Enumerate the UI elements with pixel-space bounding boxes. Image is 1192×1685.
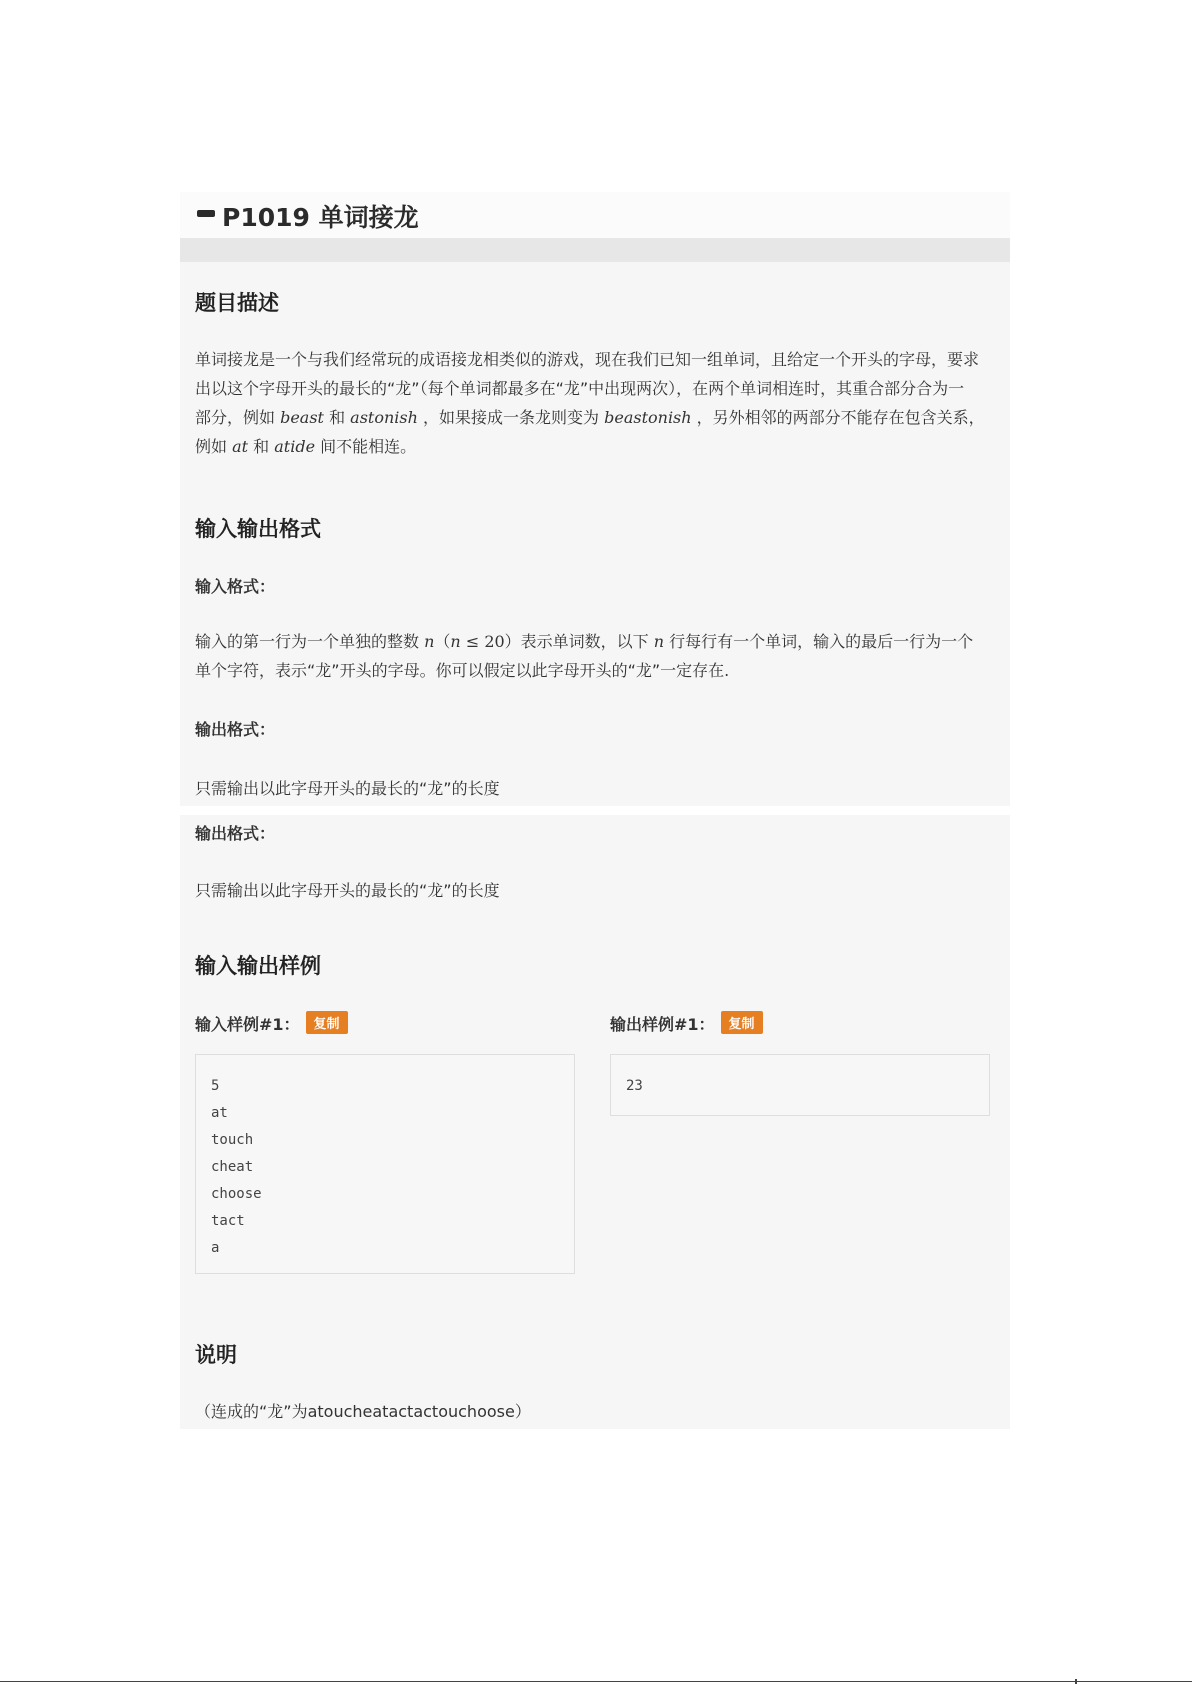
notes-heading: 说明 [195,1343,237,1367]
text-fragment: 间不能相连。 [315,437,417,456]
text-fragment: 例如 [195,437,233,456]
description-line-4 [195,434,416,457]
description-line-1: 单词接龙是一个与我们经常玩的成语接龙相类似的游戏，现在我们已知一组单词，且给定一个开头的字母，要求 [195,350,980,369]
math-word-atide: atide [274,437,316,456]
sample-input-label-row [195,1011,348,1035]
problem-panel-bottom [180,815,1010,1429]
input-format-line-2: 单个字符，表示“龙”开头的字母。你可以假定以此字母开头的“龙”一定存在. [195,661,730,680]
notes-text: （连成的“龙”为atoucheatactactouchoose） [195,1402,531,1421]
text-fragment: 部分，例如 [195,408,281,427]
code-line: tact [211,1213,245,1229]
code-line: cheat [211,1159,254,1175]
code-line: touch [211,1132,254,1148]
code-line: 5 [211,1078,220,1094]
code-line: a [211,1240,220,1256]
description-line-2: 出以这个字母开头的最长的“龙”（每个单词都最多在“龙”中出现两次），在两个单词相连时，其重合部分合为一 [195,379,965,398]
text-fragment: 行每行有一个单词，输入的最后一行为一个 [664,632,974,651]
sample-input-label: 输入样例#1： [195,1015,300,1034]
text-fragment: ，如果接成一条龙则变为 [417,408,605,427]
problem-title: P1019 单词接龙 [222,203,419,232]
math-word-astonish: astonish [350,408,418,427]
text-fragment: 输入的第一行为一个单独的整数 [195,632,425,651]
text-fragment: ，另外相邻的两部分不能存在包含关系， [691,408,985,427]
output-format-text: 只需输出以此字母开头的最长的“龙”的长度 [195,881,500,900]
page-bottom-rule [0,1681,1192,1682]
title-separator [180,238,1010,262]
description-heading: 题目描述 [195,291,279,315]
math-condition: ≤ 20 [460,632,505,651]
input-format-line-1 [195,629,973,652]
math-word-at: at [232,437,249,456]
title-bar [180,192,1010,238]
math-var-n: n [450,632,461,651]
sample-output-label-row [610,1011,763,1035]
samples-heading: 输入输出样例 [195,954,321,978]
text-fragment: 和 [323,408,351,427]
collapse-icon[interactable] [197,210,215,217]
text-fragment: （ [434,632,451,651]
math-word-beast: beast [280,408,324,427]
code-line: choose [211,1186,262,1202]
sample-output-label: 输出样例#1： [610,1015,715,1034]
io-format-heading: 输入输出格式 [195,517,321,541]
math-var-n: n [653,632,665,651]
code-line: 23 [626,1078,643,1094]
output-format-text: 只需输出以此字母开头的最长的“龙”的长度 [195,779,500,798]
text-fragment: ）表示单词数，以下 [504,632,654,651]
problem-panel-top [180,192,1010,806]
math-word-beastonish: beastonish [604,408,692,427]
page-rule-mark [1075,1679,1077,1684]
math-var-n: n [424,632,435,651]
copy-output-button[interactable]: 复制 [721,1011,763,1034]
input-format-heading: 输入格式： [195,577,276,596]
description-line-3 [195,405,985,428]
sample-input-box[interactable] [195,1054,575,1274]
text-fragment: 和 [248,437,275,456]
sample-output-box[interactable] [610,1054,990,1116]
output-format-heading: 输出格式： [195,824,276,843]
output-format-heading: 输出格式： [195,720,276,739]
copy-input-button[interactable]: 复制 [306,1011,348,1034]
code-line: at [211,1105,228,1121]
